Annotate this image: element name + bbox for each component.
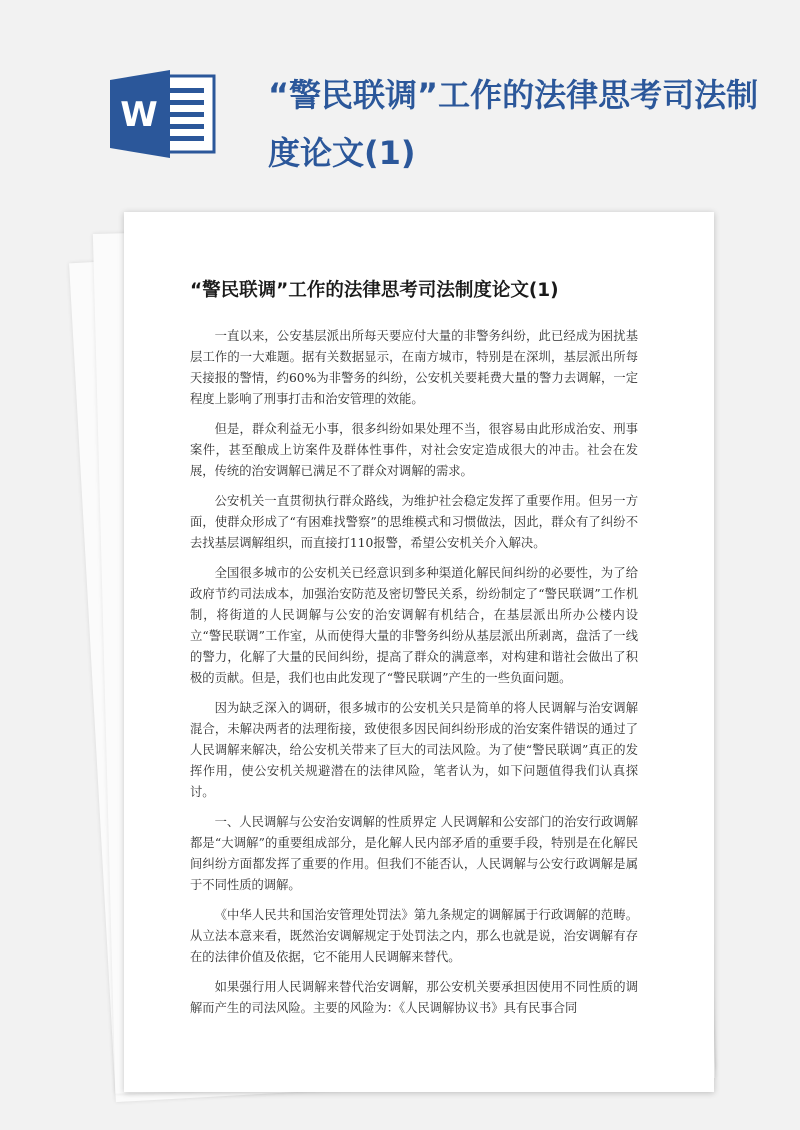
svg-text:W: W	[120, 95, 158, 135]
document-title: “警民联调”工作的法律思考司法制度论文(1)	[190, 280, 559, 301]
header-title: “警民联调”工作的法律思考司法制度论文(1)	[268, 76, 759, 172]
paragraph: 一直以来，公安基层派出所每天要应付大量的非警务纠纷，此已经成为困扰基层工作的一大难题。据有关数据显示，在南方城市，特别是在深圳，基层派出所每天接报的警情，约60%为非警务的纠纷，公安机关要耗费大量的警力去调解，一定程度上影响了刑事打击和治安管理的效能。	[190, 329, 638, 406]
paragraph: 一、人民调解与公安治安调解的性质界定 人民调解和公安部门的治安行政调解都是“大调解”的重要组成部分，是化解人民内部矛盾的重要手段，特别是在化解民间纠纷方面都发挥了重要的作用。但我们不能否认，人民调解与公安行政调解是属于不同性质的调解。	[190, 815, 638, 892]
paragraph: 但是，群众利益无小事，很多纠纷如果处理不当，很容易由此形成治安、刑事案件，甚至酿成上访案件及群体性事件，对社会安定造成很大的冲击。社会在发展，传统的治安调解已满足不了群众对调解的需求。	[190, 422, 638, 478]
document-page	[124, 212, 714, 1092]
paragraph: 如果强行用人民调解来替代治安调解，那公安机关要承担因使用不同性质的调解而产生的司法风险。主要的风险为：《人民调解协议书》具有民事合同	[190, 980, 638, 1015]
paragraph: 公安机关一直贯彻执行群众路线，为维护社会稳定发挥了重要作用。但另一方面，使群众形成了“有困难找警察”的思维模式和习惯做法，因此，群众有了纠纷不去找基层调解组织，而直接打110报警，希望公安机关介入解决。	[190, 494, 638, 550]
document-body	[190, 326, 638, 1028]
paragraph: 因为缺乏深入的调研，很多城市的公安机关只是简单的将人民调解与治安调解混合，未解决两者的法理衔接，致使很多因民间纠纷形成的治安案件错误的通过了人民调解来解决，给公安机关带来了巨大的司法风险。为了使“警民联调”真正的发挥作用，使公安机关规避潜在的法律风险，笔者认为，如下问题值得我们认真探讨。	[190, 701, 638, 799]
paragraph: 全国很多城市的公安机关已经意识到多种渠道化解民间纠纷的必要性，为了给政府节约司法成本，加强治安防范及密切警民关系，纷纷制定了“警民联调”工作机制，将街道的人民调解与公安的治安调解有机结合，在基层派出所办公楼内设立“警民联调”工作室，从而使得大量的非警务纠纷从基层派出所剥离，盘活了一线的警力，化解了大量的民间纠纷，提高了群众的满意率，对构建和谐社会做出了积极的贡献。但是，我们也由此发现了“警民联调”产生的一些负面问题。	[190, 566, 638, 685]
page-header	[0, 0, 800, 200]
word-document-icon	[110, 70, 220, 158]
paragraph: 《中华人民共和国治安管理处罚法》第九条规定的调解属于行政调解的范畴。从立法本意来看，既然治安调解规定于处罚法之内，那么也就是说，治安调解有存在的法律价值及依据，它不能用人民调解来替代。	[190, 908, 638, 964]
